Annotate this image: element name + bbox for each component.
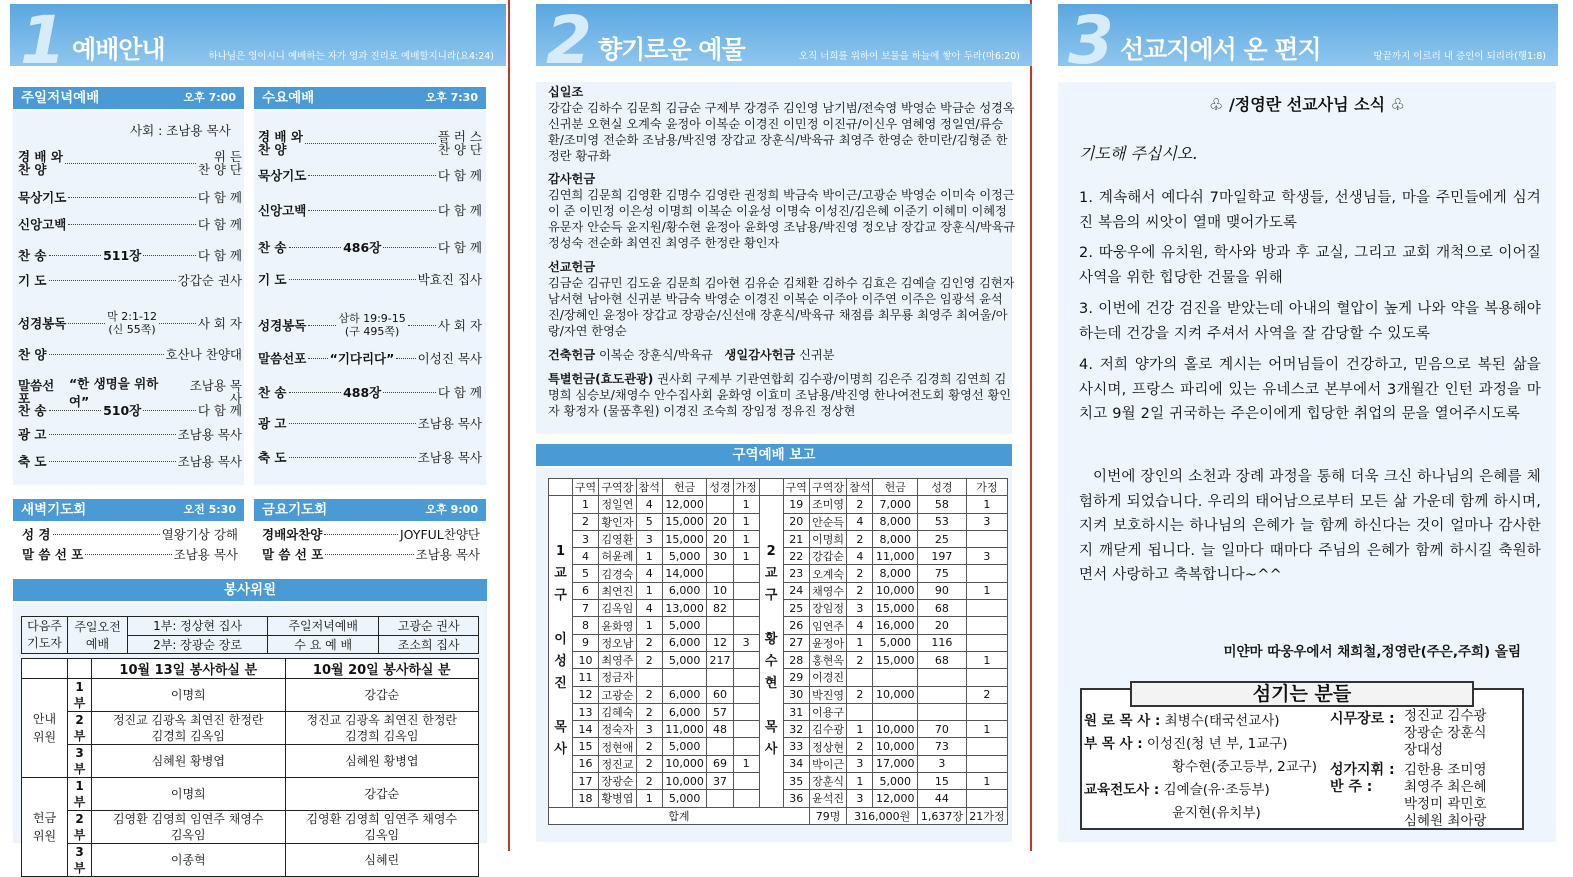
- order-item-leader: 조남용 목사: [173, 547, 238, 562]
- order-row: [258, 451, 482, 464]
- table-row: 9 정오남 2 6,000 12 3 27 윤정아 1 5,000 116: [549, 634, 1008, 651]
- clover-icon: ♧: [1209, 95, 1224, 114]
- table-row: 6 최연진 1 6,000 10 24 채영수 2 10,000 90 1: [549, 582, 1008, 599]
- order-item-leader: 박효진 집사: [417, 272, 482, 287]
- section-verse: 땅끝까지 이르러 내 증인이 되리라(행1:8): [1373, 51, 1546, 62]
- order-item-label: 찬 송: [18, 247, 47, 263]
- order-item-label: 찬 송: [258, 384, 287, 400]
- section-verse: 오직 너희를 위하여 보물을 하늘에 쌓아 두라(마6:20): [798, 51, 1020, 62]
- order-item-detail: 삼하 19:9-15 (구 495쪽): [338, 312, 406, 338]
- prayer-item-4: 4. 저희 양가의 홀로 계시는 어머님들이 건강하고, 믿음으로 복된 삶을 사시며, 프랑스 파리에 있는 유네스코 본부에서 3개월간 인턴 과정을 마치고 9월 2일 귀국하는 주은이에게 힙당한 취업의 문을 열어주시도록: [1079, 357, 1541, 422]
- order-item-label: 경 배 와 찬 양: [18, 149, 63, 177]
- order-row: [258, 312, 482, 338]
- order-item-label: 말씀선포: [258, 350, 307, 366]
- order-item-detail: 511장: [103, 248, 142, 263]
- order-item-leader: 조남용 목사: [177, 454, 242, 469]
- table-row: 17 장광순 2 10,000 37 35 장훈식 1 5,000 15 1: [549, 773, 1008, 790]
- table-row: 13 김혜숙 2 6,000 57 31 이용구: [549, 703, 1008, 720]
- table-row: 3 김영환 3 15,000 20 1 21 이명희 2 8,000 25: [549, 530, 1008, 547]
- order-item-leader: 다 함 께: [197, 402, 242, 418]
- section-title: 향기로운 예물: [598, 35, 745, 64]
- table-row: 3부 심혜원 황병엽 심혜원 황병엽: [22, 745, 479, 778]
- dawn-prayer-bar: 새벽기도회 오전 5:30: [13, 499, 244, 521]
- table-row: 18 황병엽 1 5,000 36 윤석진 3 12,000 44: [549, 790, 1008, 807]
- order-item-label: 말 씀 선 포: [262, 547, 324, 562]
- prayer-item-2: 2. 따웅우에 유치원, 학사와 방과 후 교실, 그리고 교회 개척으로 이어질 사역을 위한 힙당한 건물을 위해: [1079, 245, 1541, 286]
- order-item-label: 성경봉독: [258, 317, 307, 333]
- table-row: 헌금 위원 1부 이명희 강갑순: [22, 778, 479, 811]
- order-item-leader: 조남용 목사: [415, 547, 480, 562]
- section-number: 2: [546, 2, 592, 79]
- order-item-leader: 다 함 께: [197, 217, 242, 232]
- special-block: 특별헌금(효도관광) 권사회 구제부 기관연합회 김수광/이명희 김은주 김경희 김연희 김명희 심승보/채영수 안수집사회 윤화영 이효미 조남용/박진영 한나여전도회 황영선 황인자 황정자 (물품후원) 이경진 조숙희 장임정 정유진 정상현: [548, 372, 1012, 418]
- order-item-label: 찬 양: [18, 347, 47, 362]
- order-row: [18, 191, 242, 204]
- pray-request: 기도해 주십시오.: [1079, 144, 1198, 163]
- order-item-label: 묵상기도: [258, 168, 307, 183]
- clover-icon: ♧: [1390, 95, 1405, 114]
- order-item-label: 경배와찬양: [262, 527, 323, 542]
- order-item-detail: 막 2:1-12 (신 55쪽): [107, 310, 157, 336]
- table-row: 12 고광순 2 6,000 60 30 박진영 2 10,000 2: [549, 686, 1008, 703]
- order-row: [18, 455, 242, 468]
- volunteers-table: 다음주 기도자 주일오전예배 1부: 정상현 집사 주일저녁예배 고광순 권사 2부: 장광순 장로 수 요 예 배 조소희 집사: [21, 616, 479, 654]
- order-row: [262, 528, 480, 541]
- offerings-column: [508, 0, 1032, 851]
- table-row: 안내 위원 1부 이명희 강갑순: [22, 679, 479, 712]
- table-row: 16 정진교 2 10,000 69 1 34 박이근 3 17,000 3: [549, 755, 1008, 772]
- district-report-table: 구역 구역장 참석 헌금 성경 가정 구역 구역장 참석 헌금 성경 가정 1 교 구 이 성 진 목 사 1 정일연 4 12,000 1 2 교 구 황 수 현 목 사 19 조미영 2 7,000 58 1 2 황인자 5 15,000 20 1 20 안순득 4 8,000 53 3 3 김영환 3 15,000 20 1 21 이명희 2 8,000 25 4 허윤례 1 5,000 30 1 22 강갑순 4 11,000 197 3 5 김경숙 4 14,000 23 오계숙 2 8,000 75 6 최연진 1 6,000 10 24 채영수 2 10,000 90 1 7 김옥임 4 13,000 82 25 장임정 3 15,000 68 8 윤화영 1 5,000 26 임연주 4 16,000 20 9 정오남 2 6,000 12 3 27 윤정아 1 5,000 116 10 최영주 2 5,000 217 28 홍현옥 2 15,000 68 1 11 정금자 29 이경진 12 고광순 2 6,000 60 30 박진영 2 10,000 2 13 김혜숙 2 6,000 57 31 이용구 14 정숙자 3 11,000 48 32 김수광 1 10,000 70 1 15 정현애 2 5,000 33 정상현 2 10,000 73 16 정진교 2 10,000 69 1 34 박이근 3 17,000 3 17 장광순 2 10,000 37 35 장훈식 1 5,000 15 1 18 황병엽 1 5,000 36 윤석진 3 12,000 44 합계 79명 316,000원 1,637장 21가정: [548, 478, 1008, 825]
- order-row: [18, 428, 242, 441]
- order-item-leader: 플 러 스 찬 양 단: [437, 129, 482, 157]
- order-item-leader: 강갑순 권사: [177, 273, 242, 288]
- order-row: [18, 310, 242, 336]
- order-item-leader: 다 함 께: [437, 384, 482, 400]
- table-row: 4 허윤례 1 5,000 30 1 22 강갑순 4 11,000 197 3: [549, 548, 1008, 565]
- order-row: [258, 417, 482, 430]
- order-row: [258, 349, 482, 367]
- table-row: 5 김경숙 4 14,000 23 오계숙 2 8,000 75: [549, 565, 1008, 582]
- servers-left: 원 로 목 사 : 최병수(태국선교사) 부 목 사 : 이성진(청 년 부, 1교구) 황수현(중고등부, 2교구) 교육전도사 : 김예슬(유·조등부) 윤지현(유치부): [1084, 713, 1318, 821]
- order-row: [258, 204, 482, 217]
- table-row: 1 교 구 이 성 진 목 사 1 정일연 4 12,000 1 2 교 구 황 수 현 목 사 19 조미영 2 7,000 58 1: [549, 496, 1008, 513]
- table-row: 14 정숙자 3 11,000 48 32 김수광 1 10,000 70 1: [549, 721, 1008, 738]
- order-item-leader: 조남용 목사: [189, 378, 242, 406]
- order-row: [258, 238, 482, 256]
- section-number: 1: [20, 2, 66, 79]
- volunteers-bar: 봉사위원: [13, 579, 487, 601]
- order-item-leader: 다 함 께: [437, 239, 482, 255]
- table-row: 2 황인자 5 15,000 20 1 20 안순득 4 8,000 53 3: [549, 513, 1008, 530]
- order-item-label: 말 씀 선 포: [22, 547, 84, 562]
- order-item-leader: 위 든 찬 양 단: [197, 149, 242, 177]
- order-item-label: 광 고: [18, 427, 47, 442]
- order-row: [18, 274, 242, 287]
- order-row: [22, 548, 238, 561]
- section-verse: 하나님은 영이시니 예배하는 자가 영과 진리로 예배할지니라(요4:24): [208, 51, 494, 62]
- order-row: [18, 218, 242, 231]
- section-header-3: [1058, 2, 1558, 79]
- mission-block: 선교헌금 김금순 김규민 김도윤 김문희 김아현 김유순 김채환 김하수 김효은 김예슬 김인영 김현자 남서현 남아현 신귀분 박금숙 박영순 이경진 이복순 이주아 이주연 이주은 임광석 윤석진/장혜인 윤정아 장갑교 장광순/신선애 장훈식/박육규 채점름 최무룡 최영주 최여울/아랑/자연 한영순: [548, 260, 1015, 338]
- order-item-leader: 다 함 께: [437, 168, 482, 183]
- section-header-2: [536, 2, 1032, 79]
- order-item-label: 기 도: [258, 272, 287, 287]
- order-item-leader: 조남용 목사: [177, 427, 242, 442]
- order-row: [262, 548, 480, 561]
- worship-guide-column: [0, 0, 506, 875]
- order-item-label: 말씀선포: [18, 378, 55, 406]
- host-line: 사회 : 조남용 목사: [130, 123, 231, 138]
- order-row: [258, 273, 482, 286]
- elders-value: 정진교 김수광 장광순 장훈식 장대성: [1404, 708, 1487, 758]
- table-row: 15 정현애 2 5,000 33 정상현 2 10,000 73: [549, 738, 1008, 755]
- order-item-detail: “한 생명을 위하여”: [68, 376, 159, 409]
- section-header-1: [10, 2, 506, 79]
- table-row: 3부 이종혁 심혜린: [22, 844, 479, 877]
- order-item-leader: 다 함 께: [197, 247, 242, 263]
- section-title: 예배안내: [72, 35, 165, 64]
- order-item-leader: 열왕기상 강해: [161, 527, 238, 542]
- letter-heading: ♧ /정영란 선교사님 소식 ♧: [1209, 95, 1405, 114]
- order-item-detail: 488장: [343, 385, 382, 400]
- order-item-label: 축 도: [18, 454, 47, 469]
- table-row: 8 윤화영 1 5,000 26 임연주 4 16,000 20: [549, 617, 1008, 634]
- prayer-item-1: 1. 계속해서 예다쉬 7마일학교 학생들, 선생님들, 마을 주민들에게 심겨진 복음의 씨앗이 열매 맺어가도록: [1079, 190, 1541, 231]
- table-row: 11 정금자 29 이경진: [549, 669, 1008, 686]
- order-item-label: 경 배 와 찬 양: [258, 129, 303, 157]
- table-row: 2부 정진교 김광옥 최연진 한정란 김경희 김옥임 정진교 김광옥 최연진 한정란 김경희 김옥임: [22, 712, 479, 745]
- order-row: [18, 348, 242, 361]
- order-item-leader: 다 함 께: [197, 190, 242, 205]
- order-item-label: 성경봉독: [18, 315, 67, 331]
- total-row: 합계 79명 316,000원 1,637장 21가정: [549, 807, 1008, 824]
- order-row: [18, 401, 242, 419]
- tithe-block: 십일조 강갑순 김하수 김문희 김금순 구제부 강경주 김인영 남기범/전숙영 박영순 박금순 성경옥 신귀분 오현실 오계숙 윤정아 이복순 이경진 이민정 이진규/이신우 염혜영 정일연/류승환/조미영 전순화 조남용/박진영 장갑교 장훈식/박육규 최영주 한영순 한미란/김형준 한정란 황규화: [548, 85, 1015, 163]
- section-number: 3: [1068, 2, 1114, 79]
- order-row: [258, 130, 482, 156]
- servers-title: 섬기는 분들: [1130, 681, 1474, 707]
- order-item-leader: JOYFUL찬양단: [399, 527, 480, 542]
- order-item-leader: 조남용 목사: [417, 450, 482, 465]
- elders-label: 시무장로 :: [1330, 711, 1395, 727]
- order-item-label: 찬 송: [258, 239, 287, 255]
- order-item-detail: “기다리다”: [329, 351, 395, 366]
- order-item-label: 신앙고백: [258, 203, 307, 218]
- order-item-detail: 486장: [343, 240, 382, 255]
- order-row: [18, 246, 242, 264]
- order-item-leader: 다 함 께: [437, 203, 482, 218]
- report-bar: 구역예배 보고: [536, 444, 1012, 466]
- order-item-label: 묵상기도: [18, 190, 67, 205]
- order-item-leader: 사 회 자: [197, 315, 243, 331]
- table-row: 10 최영주 2 5,000 217 28 홍현옥 2 15,000 68 1: [549, 651, 1008, 668]
- order-row: [258, 383, 482, 401]
- letter-paragraph: 이번에 장인의 소천과 장례 과정을 통해 더욱 크신 하나님의 은혜를 체험하게 되었습니다. 우리의 태어남으로부터 모든 삶 가운데 함께 하시며, 지켜 보호하시는 하나님의 은혜가 늘 함께 하신다는 것이 얼마나 감사한지 깨닫게 됩니다. 늘 일마다 때마다 주님의 은혜가 함께 하시길 축원하면서 사랑하고 축복합니다~^^: [1079, 469, 1541, 583]
- order-item-label: 광 고: [258, 416, 287, 431]
- order-item-label: 성 경: [22, 527, 51, 542]
- order-item-label: 찬 송: [18, 402, 47, 418]
- order-item-leader: 호산나 찬양대: [165, 347, 242, 362]
- order-row: [22, 528, 238, 541]
- prayer-item-3: 3. 이번에 건강 검진을 받았는데 아내의 혈압이 높게 나와 약을 복용해야 하는데 건강을 지켜 주셔서 사역을 잘 감당할 수 있도록: [1079, 301, 1541, 342]
- order-row: [18, 150, 242, 176]
- thanks-block: 감사헌금 김연희 김문희 김영환 김명수 김영란 권정희 박금숙 박이근/고광순 박영순 이미숙 이정근 이 준 이민정 이은성 이명희 이복순 이윤성 이명숙 이성진/김은혜 이준기 이혜미 이혜정 유문자 안순득 윤지원/황수현 윤정아 윤화영 조남용/박진영 정오남 장갑교 장훈식/박육규 정성숙 전순화 최연진 최영주 한정란 황인자: [548, 172, 1016, 250]
- order-item-label: 축 도: [258, 450, 287, 465]
- order-item-label: 신앙고백: [18, 217, 67, 232]
- choir-label: 성가지휘 : 반 주 :: [1330, 762, 1395, 795]
- section-title: 선교지에서 온 편지: [1120, 35, 1321, 64]
- order-item-leader: 사 회 자: [437, 317, 483, 333]
- table-row: 7 김옥임 4 13,000 82 25 장임정 3 15,000 68: [549, 600, 1008, 617]
- order-item-leader: 조남용 목사: [417, 416, 482, 431]
- friday-prayer-bar: 금요기도회 오후 9:00: [254, 499, 486, 521]
- order-item-leader: 이성진 목사: [417, 350, 482, 366]
- order-item-label: 기 도: [18, 273, 47, 288]
- table-row: 2부 김영환 김영희 임연주 채영수 김옥임 김영환 김영희 임연주 채영수 김옥임: [22, 811, 479, 844]
- wednesday-bar: 수요예배 오후 7:30: [254, 87, 486, 109]
- choir-value: 김한용 조미영 최영주 최은혜 박정미 곽민호 심혜원 최아랑: [1404, 762, 1487, 829]
- letter-signature: 미얀마 따웅우에서 채희철,정영란(주은,주희) 올림: [1223, 644, 1521, 660]
- volunteers-schedule-table: 10월 13일 봉사하실 분 10월 20일 봉사하실 분 안내 위원 1부 이명희 강갑순 2부 정진교 김광옥 최연진 한정란 김경희 김옥임 정진교 김광옥 최연진 한정란 김경희 김옥임 3부 심혜원 황병엽 심혜원 황병엽 헌금 위원 1부 이명희 강갑순 2부 김영환 김영희 임연주 채영수 김옥임 김영환 김영희 임연주 채영수 김옥임 3부 이종혁 심혜린: [21, 658, 479, 877]
- order-item-detail: 510장: [103, 403, 142, 418]
- sunday-evening-bar: 주일저녁예배 오후 7:00: [13, 87, 244, 109]
- mission-letter-column: [1032, 0, 1573, 851]
- order-row: [258, 169, 482, 182]
- building-block: 건축헌금 이복순 장훈식/박육규 생일감사헌금 신귀분: [548, 348, 835, 362]
